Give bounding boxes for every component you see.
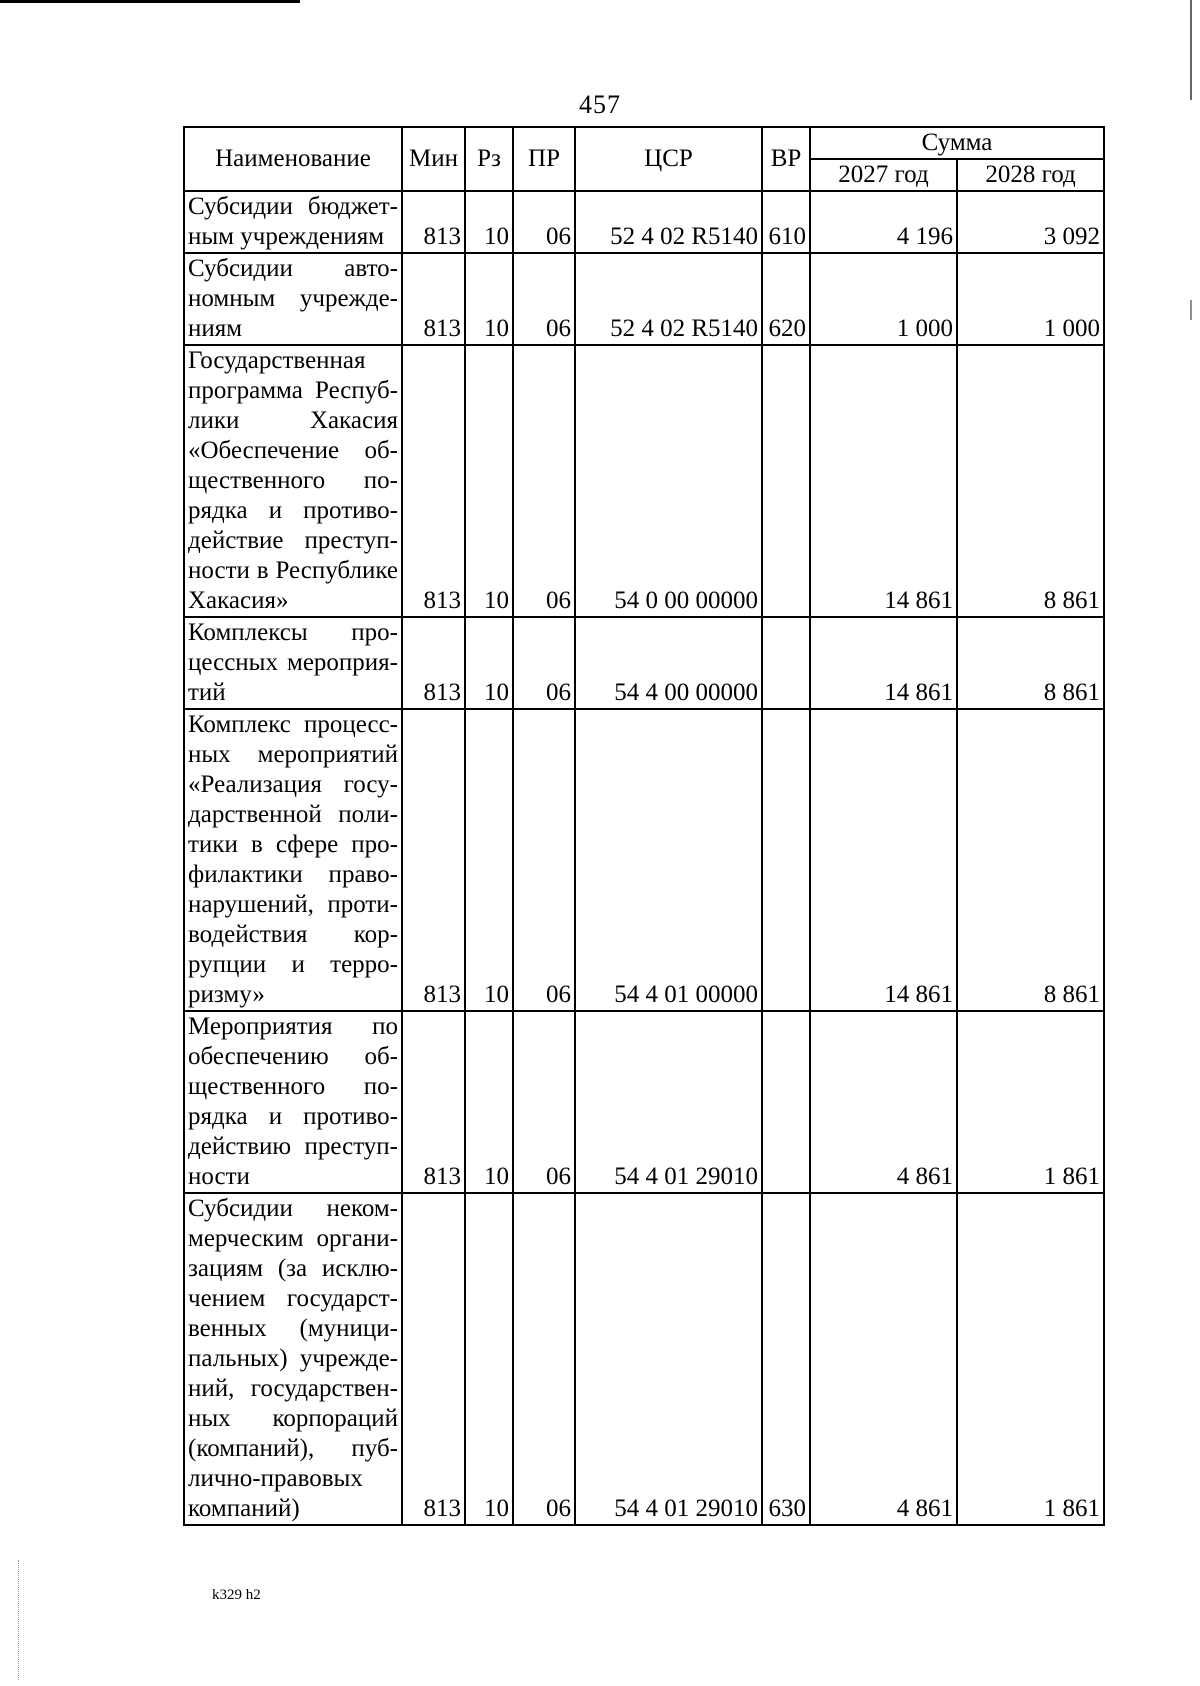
row-sum-2027: 14 861 [810,709,957,1011]
row-vr [762,345,810,617]
row-pr: 06 [513,253,575,345]
row-sum-2027: 1 000 [810,253,957,345]
row-sum-2027: 4 861 [810,1011,957,1193]
row-name: Субсидии неком-мерческим органи-зациям (за исклю-чением государст-венных (муници-пальных) учрежде-ний, государствен-ных корпораций (компаний), пуб-лично-правовых компаний) [184,1193,402,1525]
row-vr [762,617,810,709]
table-row [184,1193,1104,1525]
row-pr: 06 [513,1193,575,1525]
header-min: Мин [402,127,465,191]
row-sum-2028: 8 861 [957,617,1104,709]
row-sum-2027: 14 861 [810,345,957,617]
row-vr: 630 [762,1193,810,1525]
scan-border-top [0,0,300,3]
row-min: 813 [402,1193,465,1525]
row-sum-2028: 1 000 [957,253,1104,345]
row-name: Государственная программа Респуб-лики Хакасия «Обеспечение об-щественного по-рядка и противо-действие преступ-ности в Республике Хакасия» [184,345,402,617]
row-vr: 610 [762,191,810,253]
header-vr: ВР [762,127,810,191]
row-csr: 52 4 02 R5140 [575,253,762,345]
row-min: 813 [402,191,465,253]
row-csr: 54 4 00 00000 [575,617,762,709]
table-row [184,1011,1104,1193]
row-sum-2027: 4 196 [810,191,957,253]
row-csr: 54 4 01 00000 [575,709,762,1011]
page-number: 457 [579,90,621,119]
row-name: Субсидии авто-номным учрежде-ниям [184,253,402,345]
budget-table [183,126,1105,1526]
header-name: Наименование [184,127,402,191]
row-sum-2028: 8 861 [957,709,1104,1011]
header-csr: ЦСР [575,127,762,191]
row-name: Комплексы про-цессных мероприя-тий [184,617,402,709]
row-vr [762,709,810,1011]
row-rz: 10 [465,617,513,709]
row-sum-2027: 4 861 [810,1193,957,1525]
row-csr: 54 4 01 29010 [575,1011,762,1193]
header-year-2027: 2027 год [810,159,957,191]
header-pr: ПР [513,127,575,191]
row-min: 813 [402,709,465,1011]
row-rz: 10 [465,345,513,617]
row-name: Комплекс процесс-ных мероприятий «Реализация госу-дарственной поли-тики в сфере про-филактики право-нарушений, проти-водействия кор-рупции и терро-ризму» [184,709,402,1011]
header-rz: Рз [465,127,513,191]
row-rz: 10 [465,709,513,1011]
row-name: Мероприятия по обеспечению об-щественного по-рядка и противо-действию преступ-ности [184,1011,402,1193]
row-sum-2028: 3 092 [957,191,1104,253]
row-sum-2028: 1 861 [957,1193,1104,1525]
row-min: 813 [402,253,465,345]
scan-border-right [1190,0,1192,1686]
table-row [184,617,1104,709]
row-vr: 620 [762,253,810,345]
row-pr: 06 [513,1011,575,1193]
table-row [184,191,1104,253]
row-vr [762,1011,810,1193]
table-row [184,253,1104,345]
row-name: Субсидии бюджет-ным учреждениям [184,191,402,253]
table-row [184,345,1104,617]
header-year-2028: 2028 год [957,159,1104,191]
row-rz: 10 [465,1011,513,1193]
row-pr: 06 [513,191,575,253]
row-pr: 06 [513,617,575,709]
row-csr: 52 4 02 R5140 [575,191,762,253]
row-csr: 54 0 00 00000 [575,345,762,617]
row-rz: 10 [465,253,513,345]
row-pr: 06 [513,345,575,617]
row-sum-2028: 8 861 [957,345,1104,617]
row-min: 813 [402,345,465,617]
row-rz: 10 [465,1193,513,1525]
row-sum-2027: 14 861 [810,617,957,709]
row-pr: 06 [513,709,575,1011]
row-rz: 10 [465,191,513,253]
scan-artifact-left [18,1560,20,1680]
row-min: 813 [402,617,465,709]
row-min: 813 [402,1011,465,1193]
row-sum-2028: 1 861 [957,1011,1104,1193]
row-csr: 54 4 01 29010 [575,1193,762,1525]
footer-code: k329 h2 [212,1587,261,1603]
table-row [184,709,1104,1011]
table-body [184,191,1104,1525]
header-row-1 [184,127,1104,159]
header-sum: Сумма [810,127,1104,159]
